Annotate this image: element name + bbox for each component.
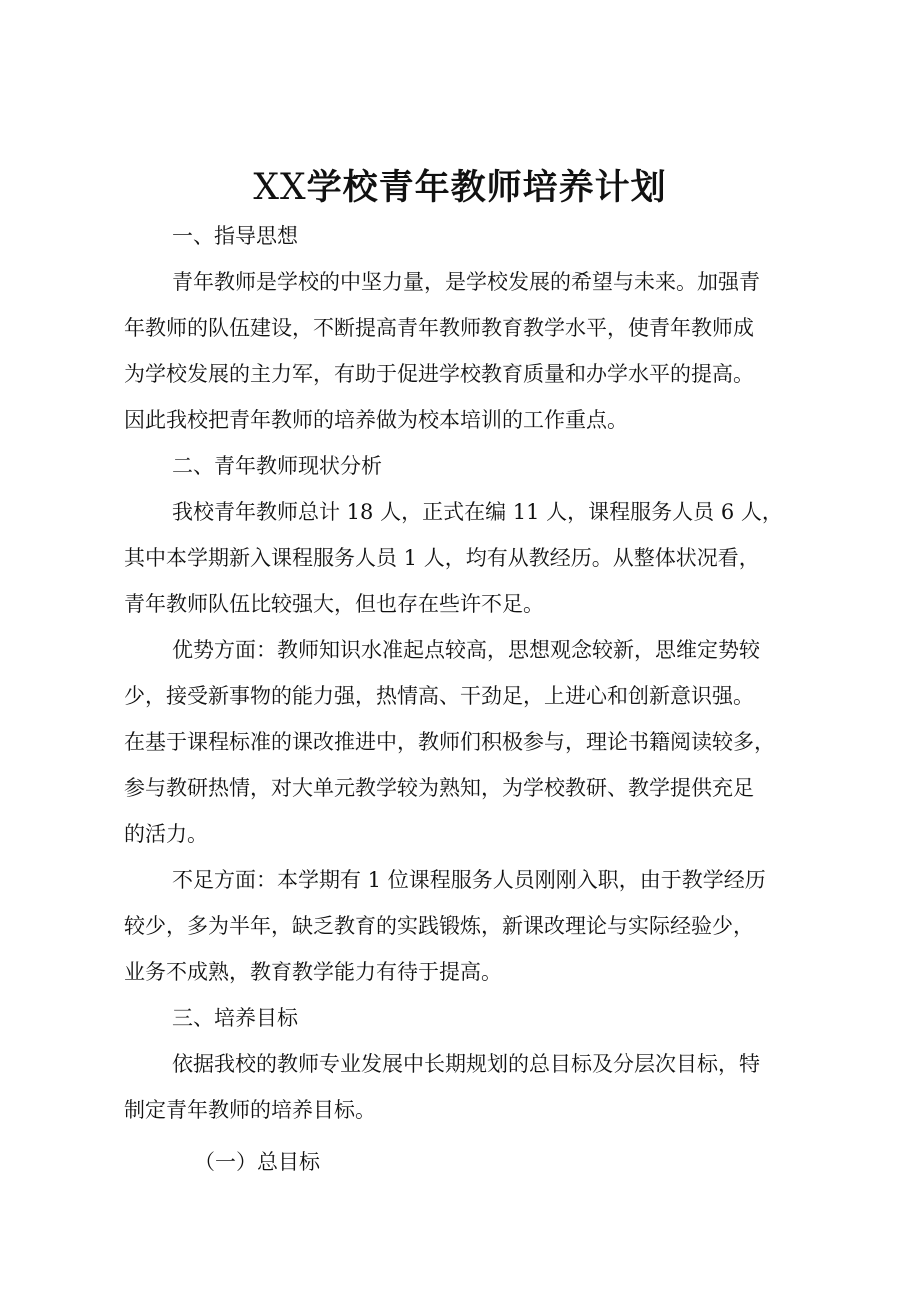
paragraph-line: 优势方面：教师知识水准起点较高，思想观念较新，思维定势较 bbox=[172, 638, 760, 662]
paragraph-line: 不足方面：本学期有 1 位课程服务人员刚刚入职，由于教学经历 bbox=[172, 868, 766, 892]
paragraph-line: 年教师的队伍建设，不断提高青年教师教育教学水平，使青年教师成 bbox=[124, 316, 754, 340]
paragraph-line: 因此我校把青年教师的培养做为校本培训的工作重点。 bbox=[124, 408, 628, 432]
paragraph-line: 依据我校的教师专业发展中长期规划的总目标及分层次目标，特 bbox=[172, 1052, 760, 1076]
section-heading-training-goals: 三、培养目标 bbox=[172, 1006, 298, 1030]
paragraph-line: 业务不成熟，教育教学能力有待于提高。 bbox=[124, 960, 502, 984]
paragraph-line: 少，接受新事物的能力强，热情高、干劲足，上进心和创新意识强。 bbox=[124, 684, 754, 708]
paragraph-line: 在基于课程标准的课改推进中，教师们积极参与，理论书籍阅读较多， bbox=[124, 730, 775, 754]
paragraph-line: 参与教研热情，对大单元教学较为熟知，为学校教研、教学提供充足 bbox=[124, 776, 754, 800]
paragraph-line: 的活力。 bbox=[124, 822, 208, 846]
paragraph-line: 其中本学期新入课程服务人员 1 人，均有从教经历。从整体状况看， bbox=[124, 546, 760, 570]
paragraph-line: 制定青年教师的培养目标。 bbox=[124, 1098, 376, 1122]
title-text: 学校青年教师培养计划 bbox=[306, 168, 667, 208]
paragraph-line: 青年教师是学校的中坚力量，是学校发展的希望与未来。加强青 bbox=[172, 270, 760, 294]
paragraph-line: 为学校发展的主力军，有助于促进学校教育质量和办学水平的提高。 bbox=[124, 362, 754, 386]
paragraph-line: 青年教师队伍比较强大，但也存在些许不足。 bbox=[124, 592, 544, 616]
section-heading-status-analysis: 二、青年教师现状分析 bbox=[172, 454, 382, 478]
title-prefix: XX bbox=[253, 167, 307, 208]
document-body bbox=[124, 213, 824, 1185]
paragraph-line: 较少，多为半年，缺乏教育的实践锻炼，新课改理论与实际经验少， bbox=[124, 914, 754, 938]
section-heading-guiding-ideology: 一、指导思想 bbox=[172, 224, 298, 248]
paragraph-line: 我校青年教师总计 18 人，正式在编 11 人，课程服务人员 6 人， bbox=[172, 500, 783, 524]
subsection-heading-overall-goal: （一）总目标 bbox=[194, 1150, 320, 1174]
document-title bbox=[0, 160, 920, 210]
